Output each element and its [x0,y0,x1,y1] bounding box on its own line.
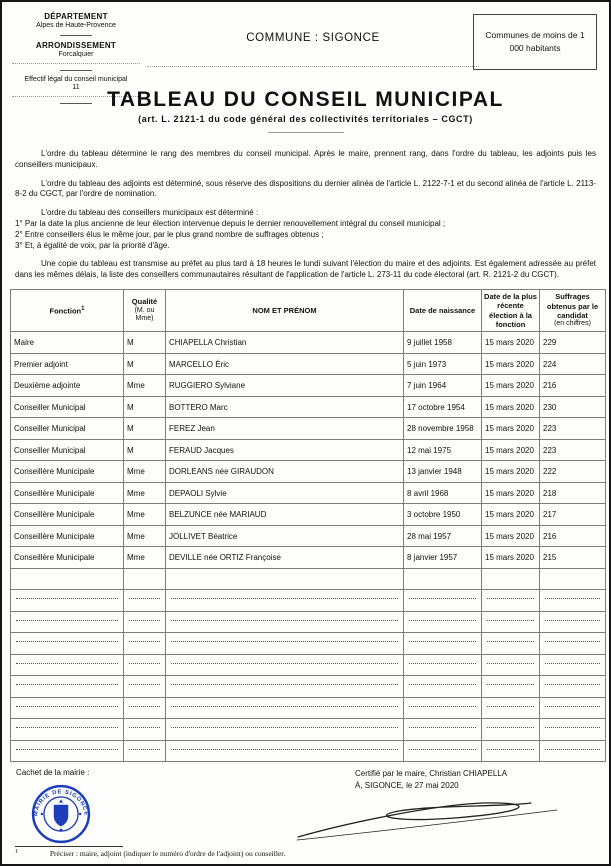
table-cell [124,568,166,590]
table-cell: 8 janvier 1957 [404,547,482,569]
table-cell: M [124,396,166,418]
empty-dotted-row [11,719,606,741]
table-cell [11,719,124,741]
certified-place-date-line: À, SIGONCE, le 27 mai 2020 [355,780,459,790]
council-table [10,289,606,763]
table-cell [124,654,166,676]
paragraph-order-adjoints: L'ordre du tableau des adjoints est déterminé, sous réserve des dispositions du dernier alinéa de l'article L. 2122-7-1 et du second alinéa de l'article L. 2113-8-2 du CGCT, par l'ordre de nomination. [15,178,596,199]
table-cell: 15 mars 2020 [482,504,540,526]
table-cell [540,719,606,741]
footnote-rule [15,846,123,847]
table-cell: BOTTERO Marc [166,396,404,418]
table-cell [166,590,404,612]
table-cell [11,590,124,612]
table-cell [166,697,404,719]
table-cell: CHIAPELLA Christian [166,332,404,354]
council-table-header [11,289,606,332]
table-cell [124,633,166,655]
table-cell [540,568,606,590]
departement-block [12,12,140,36]
page-title: TABLEAU DU CONSEIL MUNICIPAL [107,88,504,111]
table-cell: 15 mars 2020 [482,547,540,569]
header-row [11,289,606,332]
table-cell: DORLEANS née GIRAUDON [166,461,404,483]
table-row [11,482,606,504]
council-table-body [11,332,606,762]
table-cell [11,633,124,655]
departement-label: DÉPARTEMENT [44,12,108,21]
table-cell: 223 [540,418,606,440]
empty-dotted-row [11,740,606,762]
col-fonction: Fonction$^1$ [11,289,124,332]
table-cell [540,654,606,676]
empty-dotted-row [11,697,606,719]
table-cell: 17 octobre 1954 [404,396,482,418]
table-cell: FEREZ Jean [166,418,404,440]
table-cell: RUGGIERO Sylviane [166,375,404,397]
table-cell: 224 [540,353,606,375]
table-cell [404,740,482,762]
table-row [11,439,606,461]
document-header [2,2,609,145]
round-stamp-icon [30,783,92,845]
table-cell [166,611,404,633]
table-cell [124,590,166,612]
table-row [11,547,606,569]
table-cell [166,654,404,676]
table-cell [404,676,482,698]
table-cell: Conseillère Municipale [11,547,124,569]
population-category-box: Communes de moins de 1 000 habitants [473,14,597,70]
table-row [11,418,606,440]
table-cell: 15 mars 2020 [482,525,540,547]
document-footer [16,768,595,850]
table-cell: 9 juillet 1958 [404,332,482,354]
commune-block [147,32,479,67]
col-nom-prenom: NOM ET PRÉNOM [166,289,404,332]
table-cell: 216 [540,375,606,397]
table-cell [404,611,482,633]
table-cell: 229 [540,332,606,354]
table-cell: 216 [540,525,606,547]
footer-left [16,768,266,850]
table-cell [540,676,606,698]
table-cell: Mme [124,375,166,397]
page-subtitle: (art. L. 2121-1 du code général des collectivités territoriales – CGCT) [138,114,473,124]
table-cell [482,568,540,590]
table-cell: Deuxième adjointe [11,375,124,397]
table-cell: 12 mai 1975 [404,439,482,461]
table-cell: 15 mars 2020 [482,396,540,418]
table-cell [482,611,540,633]
footer-right [295,768,595,850]
table-cell [540,611,606,633]
arrondissement-label: ARRONDISSEMENT [35,41,117,50]
table-cell [166,740,404,762]
effectif-value: 11 [72,84,80,91]
ordering-rule-2: 2° Entre conseillers élus le même jour, par le plus grand nombre de suffrages obtenus ; [15,229,324,239]
table-cell: Premier adjoint [11,353,124,375]
col-qualite: Qualité (M. ou Mme) [124,289,166,332]
table-row [11,375,606,397]
table-cell: 15 mars 2020 [482,482,540,504]
stamp-caption: Cachet de la mairie : [16,768,90,778]
table-cell: 15 mars 2020 [482,439,540,461]
table-row [11,396,606,418]
table-cell: 223 [540,439,606,461]
table-cell: Conseiller Municipal [11,396,124,418]
table-cell [482,676,540,698]
table-cell: 15 mars 2020 [482,461,540,483]
title-block [2,88,609,138]
footnote-text: Préciser : maire, adjoint (indiquer le numéro d'ordre de l'adjoint) ou conseiller. [49,849,286,858]
table-cell: M [124,439,166,461]
dotted-line [147,66,479,67]
table-cell: 230 [540,396,606,418]
table-cell: Mme [124,482,166,504]
table-cell [124,719,166,741]
table-cell [124,676,166,698]
table-cell: 222 [540,461,606,483]
table-cell [124,697,166,719]
arrondissement-block [12,41,140,71]
divider-line [60,70,92,71]
footnote [15,846,596,859]
footnote-ref: 1 [81,305,85,312]
table-cell [540,697,606,719]
footnote-marker: 1 [15,848,18,855]
departement-value: Alpes de Haute-Provence [36,22,116,29]
empty-dotted-row [11,611,606,633]
table-cell [482,719,540,741]
table-cell [540,633,606,655]
table-cell [11,740,124,762]
table-cell [540,590,606,612]
table-cell: Conseillère Municipale [11,482,124,504]
empty-dotted-row [11,590,606,612]
effectif-label: Effectif légal du conseil municipal [24,76,128,83]
table-cell [404,719,482,741]
table-row [11,504,606,526]
table-cell [404,590,482,612]
table-cell: 28 mai 1957 [404,525,482,547]
table-cell: Conseillère Municipale [11,461,124,483]
table-cell: M [124,332,166,354]
paragraph-order-conseillers-intro: L'ordre du tableau des conseillers municipaux est déterminé : [41,208,259,218]
table-cell: 7 juin 1964 [404,375,482,397]
mayor-signature [295,793,595,850]
table-cell [11,568,124,590]
table-cell: 5 juin 1973 [404,353,482,375]
empty-blank-row [11,568,606,590]
table-cell: JOLLIVET Béatrice [166,525,404,547]
stamp-text: MAIRIE DE SIGONCE [33,789,89,817]
table-cell: 15 mars 2020 [482,418,540,440]
table-cell: DEPAOLI Sylvie [166,482,404,504]
table-cell [404,568,482,590]
table-cell: 3 octobre 1950 [404,504,482,526]
footnote-line [15,849,596,859]
table-cell: Mme [124,504,166,526]
table-cell: 217 [540,504,606,526]
table-cell [166,633,404,655]
empty-dotted-row [11,633,606,655]
table-cell [11,654,124,676]
dotted-line [12,63,140,64]
table-row [11,461,606,483]
legal-paragraphs [15,149,596,281]
col-date-naissance: Date de naissance [404,289,482,332]
table-cell: Conseillère Municipale [11,525,124,547]
ordering-rule-1: 1° Par la date la plus ancienne de leur élection intervenue depuis le dernier renouvellement intégral du conseil municipal ; [15,218,446,228]
col-suffrages: Suffrages obtenus par le candidat (en chiffres) [540,289,606,332]
table-cell [482,697,540,719]
paragraph-copie-prefet: Une copie du tableau est transmise au préfet au plus tard à 18 heures le lundi suivant l'élection du maire et des adjoints. Est également adressée au préfet dans les mêmes délais, la liste des conseillers communautaires résultant de l'application de l'article L. 273-11 du code électoral (art. R. 2121-2 du CGCT). [15,259,596,280]
table-cell [404,654,482,676]
table-cell: FERAUD Jacques [166,439,404,461]
commune-name: COMMUNE : SIGONCE [246,32,380,44]
table-cell: 28 novembre 1958 [404,418,482,440]
table-cell [482,590,540,612]
table-cell [11,676,124,698]
table-cell [404,697,482,719]
ordering-rule-3: 3° Et, à égalité de voix, par la priorité d'âge. [15,240,170,250]
table-cell [482,740,540,762]
table-row [11,525,606,547]
table-cell: 15 mars 2020 [482,332,540,354]
empty-dotted-row [11,676,606,698]
table-cell: M [124,418,166,440]
stamp-crest [54,805,68,827]
table-cell: M [124,353,166,375]
table-cell: Mme [124,525,166,547]
paragraph-order-tableau: L'ordre du tableau détermine le rang des membres du conseil municipal. Après le maire, prennent rang, dans l'ordre du tableau, les adjoints puis les conseillers municipaux. [15,149,596,169]
table-cell: Conseiller Municipal [11,439,124,461]
table-cell: Mme [124,547,166,569]
table-cell: 8 avril 1968 [404,482,482,504]
empty-dotted-row [11,654,606,676]
table-cell: BELZUNCE née MARIAUD [166,504,404,526]
table-cell: Conseillère Municipale [11,504,124,526]
table-cell: 215 [540,547,606,569]
table-cell [124,740,166,762]
table-cell [166,568,404,590]
table-cell [124,611,166,633]
table-cell [404,633,482,655]
table-cell: Maire [11,332,124,354]
col-date-election: Date de la plus récente élection à la fonction [482,289,540,332]
table-cell: MARCELLO Éric [166,353,404,375]
table-cell [482,654,540,676]
table-row [11,353,606,375]
table-cell [11,611,124,633]
divider-line [60,35,92,36]
table-cell: 15 mars 2020 [482,353,540,375]
divider-line [268,132,344,133]
table-cell: 15 mars 2020 [482,375,540,397]
table-cell: Mme [124,461,166,483]
table-cell: 218 [540,482,606,504]
arrondissement-value: Forcalquier [58,51,94,58]
table-cell: 13 janvier 1948 [404,461,482,483]
table-cell [482,633,540,655]
table-cell [166,676,404,698]
certified-by-line: Certifié par le maire, Christian CHIAPELLA [355,769,508,779]
table-cell: Conseiller Municipal [11,418,124,440]
table-cell: DEVILLE née ORTIZ Françoise [166,547,404,569]
table-cell [540,740,606,762]
signature-icon [295,793,560,845]
table-cell [166,719,404,741]
table-row [11,332,606,354]
table-cell [11,697,124,719]
mairie-stamp [30,783,266,850]
certification-block [355,768,595,790]
